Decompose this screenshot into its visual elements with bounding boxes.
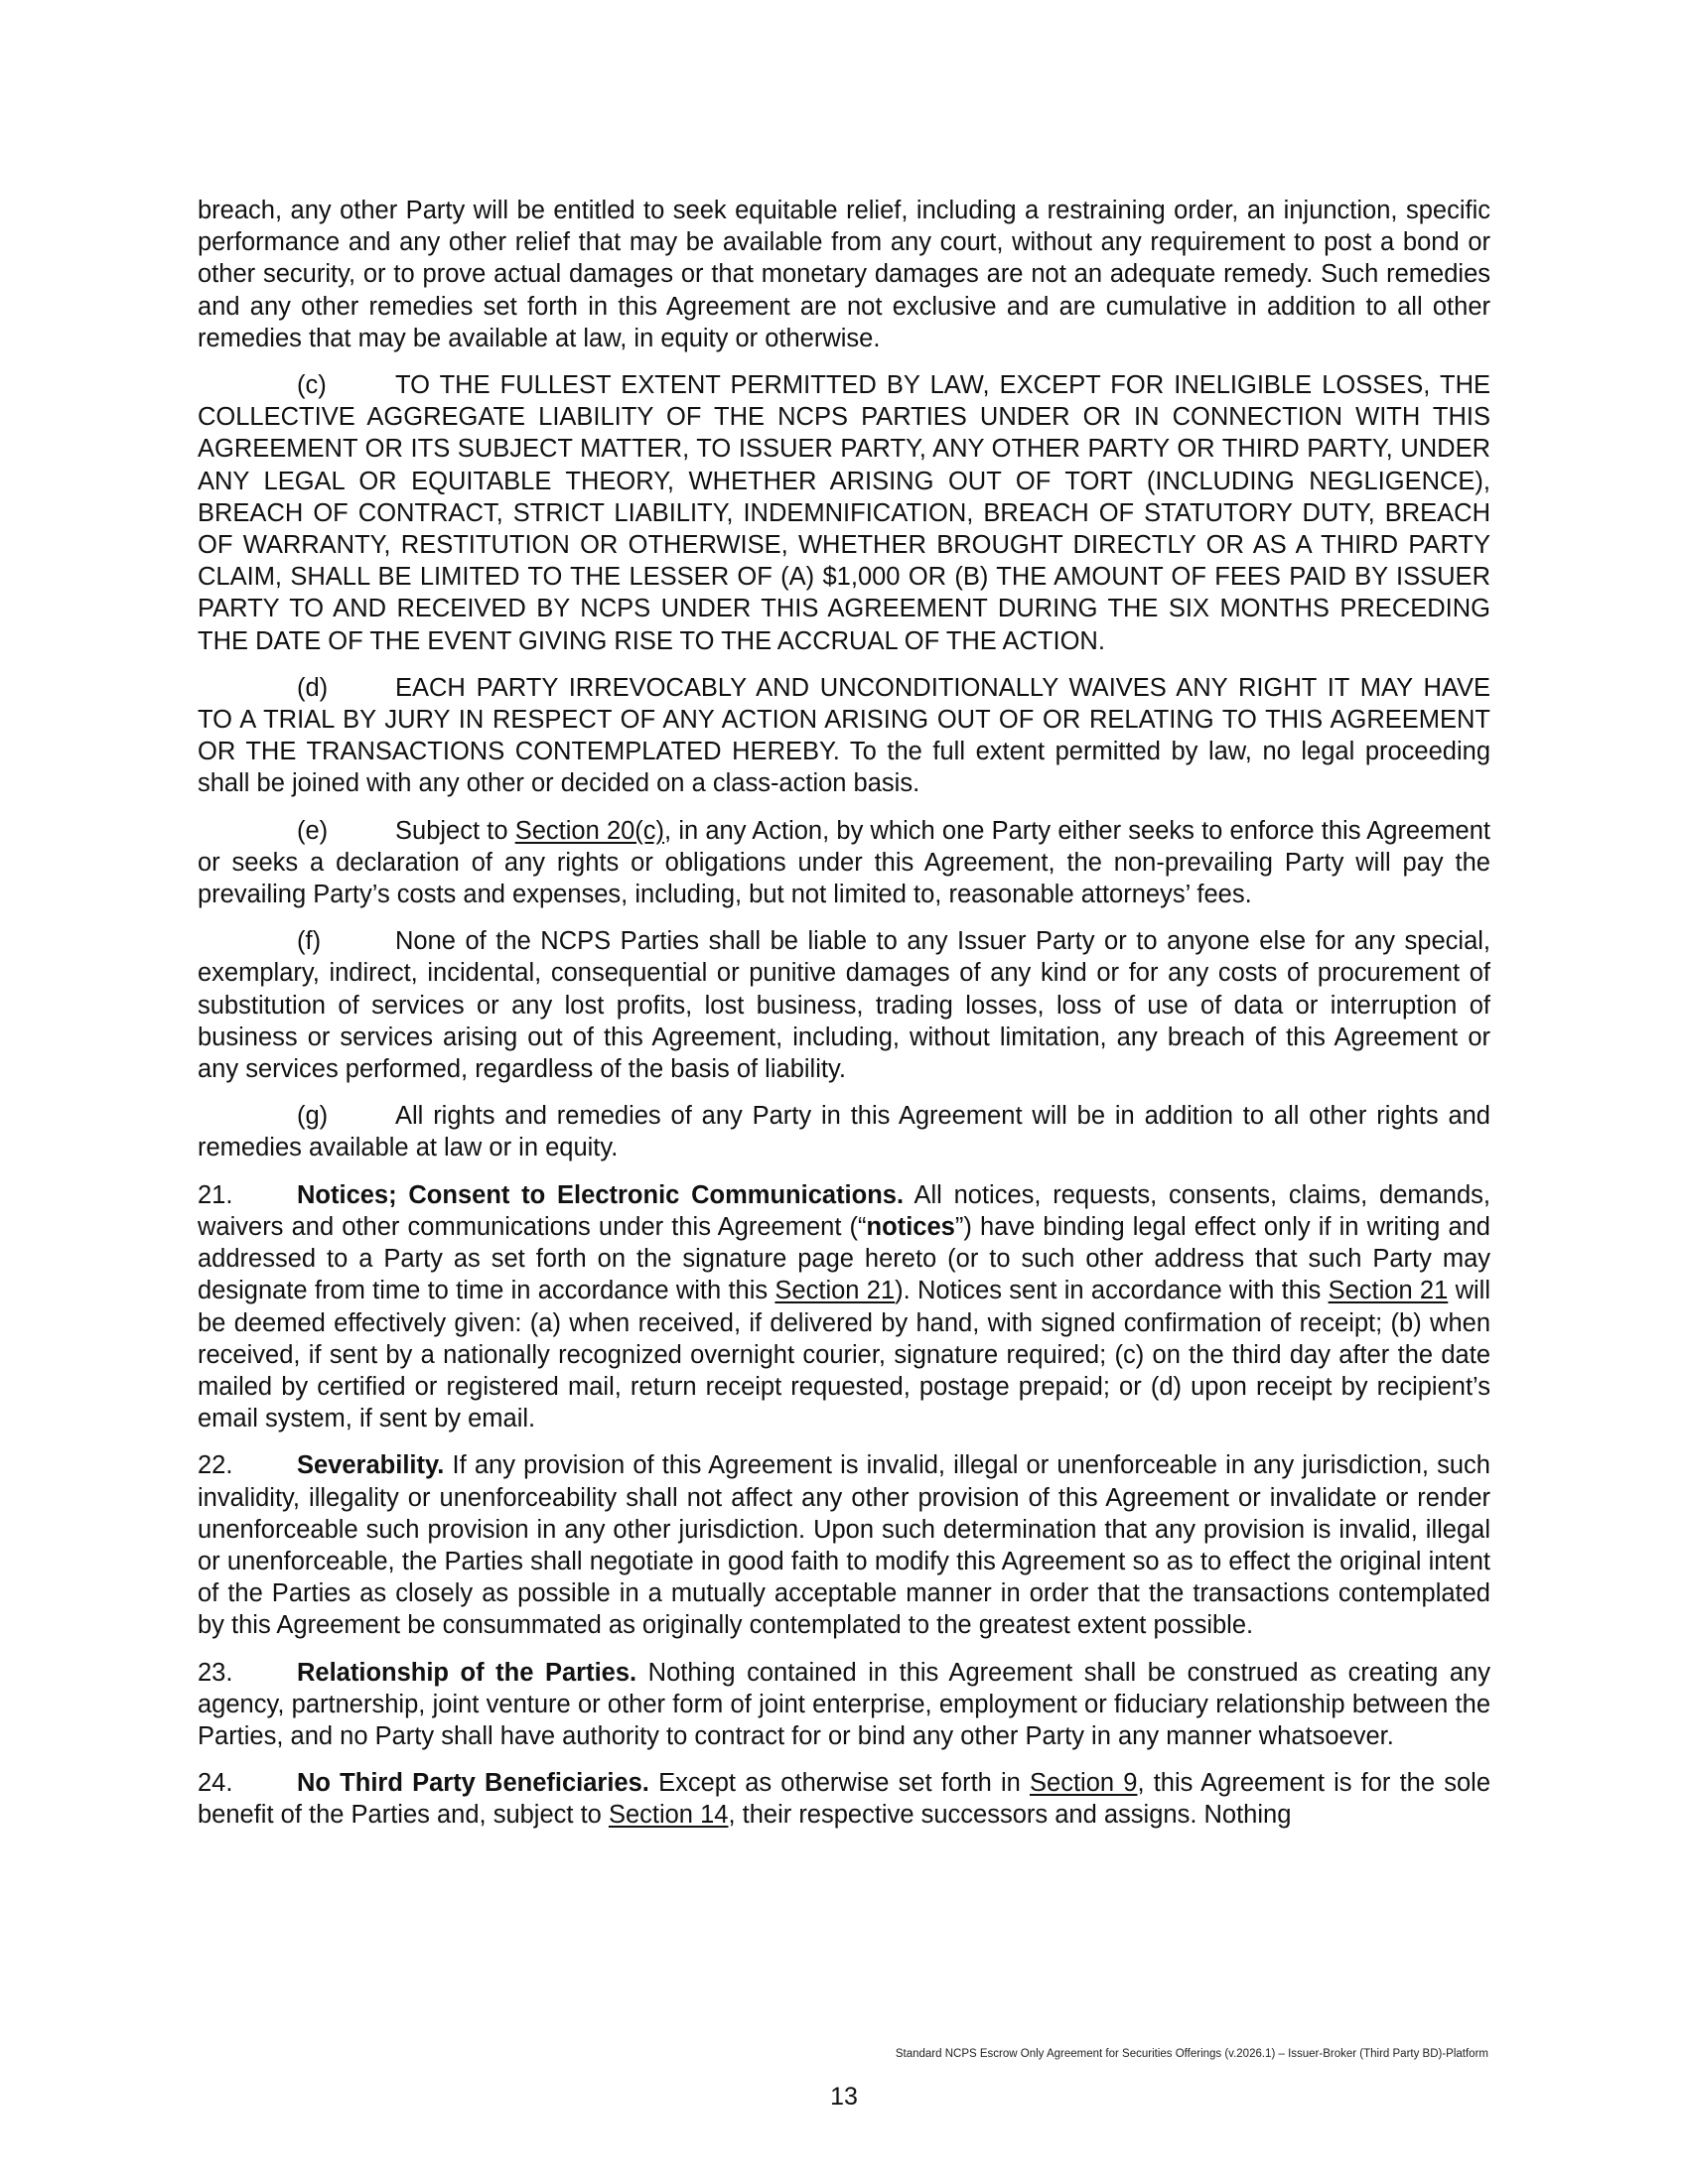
clause-d bbox=[198, 672, 1490, 800]
defined-term: notices bbox=[866, 1212, 955, 1241]
clause-text: All rights and remedies of any Party in this Agreement will be in addition to all other rights and remedies available at law or in equity. bbox=[198, 1102, 1490, 1162]
section-number: 24. bbox=[198, 1769, 233, 1798]
section-text: ). Notices sent in accordance with this bbox=[895, 1277, 1329, 1305]
section-number: 21. bbox=[198, 1180, 233, 1209]
clause-text: Subject to bbox=[395, 816, 515, 845]
document-body bbox=[198, 195, 1490, 1846]
section-22-severability bbox=[198, 1449, 1490, 1641]
section-text: , this Agreement is for the sole benefit of the Parties and, subject to bbox=[198, 1769, 1490, 1830]
section-text: ”) have binding legal effect only if in writing and addressed to a Party as set forth on the signature page hereto (or to such other address that such Party may designate from time to time in accordance with this bbox=[198, 1212, 1490, 1305]
clause-text: TO THE FULLEST EXTENT PERMITTED BY LAW, EXCEPT FOR INELIGIBLE LOSSES, THE COLLECTIVE AGGREGATE LIABILITY OF THE NCPS PARTIES UNDER OR IN CONNECTION WITH THIS AGREEMENT OR ITS SUBJECT MATTER, TO ISSUER PARTY, ANY OTHER PARTY OR THIRD PARTY, UNDER ANY LEGAL OR EQUITABLE THEORY, WHETHER ARISING OUT OF TORT (INCLUDING NEGLIGENCE), BREACH OF CONTRACT, STRICT LIABILITY, INDEMNIFICATION, BREACH OF STATUTORY DUTY, BREACH OF WARRANTY, RESTITUTION OR OTHERWISE, WHETHER BROUGHT DIRECTLY OR AS A THIRD PARTY CLAIM, SHALL BE LIMITED TO THE LESSER OF (A) $1,000 OR (B) THE AMOUNT OF FEES PAID BY ISSUER PARTY TO AND RECEIVED BY NCPS UNDER THIS AGREEMENT DURING THE SIX MONTHS PRECEDING THE DATE OF THE EVENT GIVING RISE TO THE ACCRUAL OF THE ACTION. bbox=[198, 371, 1490, 655]
clause-text: None of the NCPS Parties shall be liable to any Issuer Party or to anyone else for any special, exemplary, indirect, incidental, consequential or punitive damages of any kind or for any costs of procurement of substitution of services or any lost profits, lost business, trading losses, loss of use of data or interruption of business or services arising out of this Agreement, including, without limitation, any breach of this Agreement or any services performed, regardless of the basis of liability. bbox=[198, 927, 1490, 1084]
clause-e bbox=[198, 815, 1490, 911]
clause-label: (e) bbox=[297, 816, 329, 845]
paragraph-text: breach, any other Party will be entitled to seek equitable relief, including a restraining order, an injunction, specific performance and any other relief that may be available from any court, without any requirement to post a bond or other security, or to prove actual damages or that monetary damages are not an adequate remedy. Such remedies and any other remedies set forth in this Agreement are not exclusive and are cumulative in addition to all other remedies that may be available at law, in equity or otherwise. bbox=[198, 197, 1490, 352]
footer-document-reference: Standard NCPS Escrow Only Agreement for Securities Offerings (v.2026.1) – Issuer-Broker (Third Party BD)-Platform bbox=[895, 2048, 1488, 2060]
section-text: Nothing contained in this Agreement shall be construed as creating any agency, partnership, joint venture or other form of joint enterprise, employment or fiduciary relationship between the Parties, and no Party shall have authority to contract for or bind any other Party in any manner whatsoever. bbox=[198, 1658, 1490, 1750]
clause-text: EACH PARTY IRREVOCABLY AND UNCONDITIONALLY WAIVES ANY RIGHT IT MAY HAVE TO A TRIAL BY JURY IN RESPECT OF ANY ACTION ARISING OUT OF OR RELATING TO THIS AGREEMENT OR THE TRANSACTIONS CONTEMPLATED HEREBY. To the full extent permitted by law, no legal proceeding shall be joined with any other or decided on a class-action basis. bbox=[198, 673, 1490, 798]
section-number: 23. bbox=[198, 1658, 233, 1687]
section-23-relationship bbox=[198, 1657, 1490, 1753]
section-reference-21: Section 21 bbox=[774, 1277, 896, 1305]
clause-label: (g) bbox=[297, 1102, 329, 1131]
section-number: 22. bbox=[198, 1451, 233, 1480]
section-text: will be deemed effectively given: (a) when received, if delivered by hand, with signed confirmation of receipt; (b) when received, if sent by a nationally recognized overnight courier, signature required; (c) on the third day after the date mailed by certified or registered mail, return receipt requested, postage prepaid; or (d) upon receipt by recipient’s email system, if sent by email. bbox=[198, 1277, 1490, 1433]
section-reference-20c: Section 20(c) bbox=[514, 816, 665, 845]
paragraph-breach-continuation bbox=[198, 195, 1490, 354]
section-text: Except as otherwise set forth in bbox=[648, 1769, 1031, 1798]
section-heading: Severability. bbox=[297, 1451, 445, 1480]
section-reference-9: Section 9 bbox=[1030, 1769, 1138, 1798]
section-text: , their respective successors and assigns. Nothing bbox=[728, 1801, 1292, 1830]
section-reference-14: Section 14 bbox=[608, 1801, 729, 1830]
clause-c bbox=[198, 369, 1490, 657]
section-heading: Notices; Consent to Electronic Communications. bbox=[297, 1180, 905, 1209]
section-reference-21: Section 21 bbox=[1328, 1277, 1449, 1305]
clause-g bbox=[198, 1100, 1490, 1163]
clause-label: (c) bbox=[297, 371, 327, 400]
section-21-notices bbox=[198, 1179, 1490, 1435]
section-24-no-third-party bbox=[198, 1767, 1490, 1831]
section-text: If any provision of this Agreement is invalid, illegal or unenforceable in any jurisdiction, such invalidity, illegality or unenforceability shall not affect any other provision of this Agreement or invalidate or render unenforceable such provision in any other jurisdiction. Upon such determination that any provision is invalid, illegal or unenforceable, the Parties shall negotiate in good faith to modify this Agreement so as to effect the original intent of the Parties as closely as possible in a mutually acceptable manner in order that the transactions contemplated by this Agreement be consummated as originally contemplated to the greatest extent possible. bbox=[198, 1451, 1490, 1640]
clause-label: (f) bbox=[297, 927, 322, 956]
section-text: All notices, requests, consents, claims, demands, waivers and other communications under this Agreement (“ bbox=[198, 1180, 1490, 1241]
section-heading: Relationship of the Parties. bbox=[297, 1658, 637, 1687]
page-number: 13 bbox=[830, 2083, 858, 2111]
clause-text: , in any Action, by which one Party either seeks to enforce this Agreement or seeks a declaration of any rights or obligations under this Agreement, the non-prevailing Party will pay the prevailing Party’s costs and expenses, including, but not limited to, reasonable attorneys’ fees. bbox=[198, 816, 1490, 909]
section-heading: No Third Party Beneficiaries. bbox=[297, 1769, 649, 1798]
clause-f bbox=[198, 925, 1490, 1085]
clause-label: (d) bbox=[297, 673, 329, 702]
